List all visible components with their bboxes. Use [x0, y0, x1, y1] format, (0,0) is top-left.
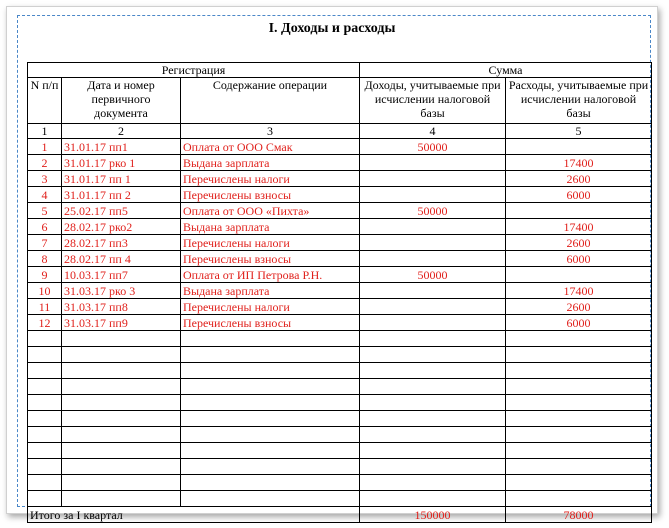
row-income — [360, 251, 506, 267]
row-income: 50000 — [360, 139, 506, 155]
row-income — [360, 283, 506, 299]
row-income — [360, 315, 506, 331]
row-operation: Оплата от ИП Петрова Р.Н. — [181, 267, 360, 283]
row-operation: Оплата от ООО «Пихта» — [181, 203, 360, 219]
empty-cell — [62, 379, 181, 395]
row-document: 28.02.17 пп3 — [62, 235, 181, 251]
empty-cell — [181, 459, 360, 475]
row-operation: Оплата от ООО Смак — [181, 139, 360, 155]
empty-cell — [62, 331, 181, 347]
empty-cell — [62, 395, 181, 411]
row-document: 28.02.17 рко2 — [62, 219, 181, 235]
empty-cell — [360, 427, 506, 443]
row-number: 6 — [28, 219, 62, 235]
row-document: 31.03.17 пп9 — [62, 315, 181, 331]
row-number: 1 — [28, 139, 62, 155]
row-expense: 17400 — [506, 219, 652, 235]
income-expense-table — [27, 62, 652, 523]
row-income — [360, 299, 506, 315]
empty-cell — [62, 459, 181, 475]
col-index: 3 — [181, 124, 360, 139]
row-income: 50000 — [360, 267, 506, 283]
row-number: 8 — [28, 251, 62, 267]
row-document: 28.02.17 пп 4 — [62, 251, 181, 267]
table-row — [28, 267, 652, 283]
header-income: Доходы, учитываемые при исчислении налоговой базы — [360, 78, 506, 124]
empty-cell — [506, 443, 652, 459]
empty-cell — [181, 475, 360, 491]
empty-cell — [28, 347, 62, 363]
row-number: 9 — [28, 267, 62, 283]
empty-cell — [360, 459, 506, 475]
row-number: 11 — [28, 299, 62, 315]
row-expense: 2600 — [506, 171, 652, 187]
row-expense: 6000 — [506, 315, 652, 331]
empty-cell — [181, 443, 360, 459]
row-expense: 2600 — [506, 299, 652, 315]
row-income: 50000 — [360, 203, 506, 219]
row-expense — [506, 267, 652, 283]
table-row — [28, 251, 652, 267]
empty-row — [28, 443, 652, 459]
row-number: 5 — [28, 203, 62, 219]
empty-cell — [62, 347, 181, 363]
row-income — [360, 235, 506, 251]
empty-cell — [28, 395, 62, 411]
table-row — [28, 187, 652, 203]
header-registration: Регистрация — [28, 63, 360, 78]
empty-cell — [506, 491, 652, 507]
empty-cell — [28, 331, 62, 347]
empty-cell — [62, 411, 181, 427]
empty-cell — [62, 427, 181, 443]
header-num: N п/п — [28, 78, 62, 124]
row-expense: 17400 — [506, 283, 652, 299]
total-label: Итого за I квартал — [28, 507, 360, 523]
row-number: 2 — [28, 155, 62, 171]
header-date: Дата и номер первичного документа — [62, 78, 181, 124]
row-number: 7 — [28, 235, 62, 251]
row-number: 3 — [28, 171, 62, 187]
empty-cell — [506, 347, 652, 363]
row-operation: Перечислены налоги — [181, 171, 360, 187]
row-expense: 17400 — [506, 155, 652, 171]
row-operation: Перечислены взносы — [181, 315, 360, 331]
row-document: 10.03.17 пп7 — [62, 267, 181, 283]
total-row — [28, 507, 652, 523]
empty-cell — [181, 491, 360, 507]
empty-cell — [62, 491, 181, 507]
empty-row — [28, 411, 652, 427]
empty-cell — [28, 491, 62, 507]
empty-cell — [360, 363, 506, 379]
empty-cell — [62, 443, 181, 459]
row-expense: 6000 — [506, 187, 652, 203]
empty-row — [28, 331, 652, 347]
page-title: I. Доходы и расходы — [268, 21, 396, 36]
row-document: 31.01.17 пп 1 — [62, 171, 181, 187]
table-row — [28, 235, 652, 251]
table-row — [28, 203, 652, 219]
empty-cell — [360, 475, 506, 491]
row-operation: Перечислены налоги — [181, 235, 360, 251]
total-expense: 78000 — [506, 507, 652, 523]
row-document: 31.01.17 пп 2 — [62, 187, 181, 203]
empty-cell — [506, 459, 652, 475]
empty-cell — [28, 379, 62, 395]
empty-cell — [181, 411, 360, 427]
empty-cell — [28, 363, 62, 379]
empty-row — [28, 475, 652, 491]
empty-row — [28, 427, 652, 443]
row-number: 10 — [28, 283, 62, 299]
row-document: 31.01.17 рко 1 — [62, 155, 181, 171]
empty-cell — [181, 427, 360, 443]
row-expense: 6000 — [506, 251, 652, 267]
row-income — [360, 187, 506, 203]
header-expense: Расходы, учитываемые при исчислении налоговой базы — [506, 78, 652, 124]
empty-cell — [181, 347, 360, 363]
col-index: 2 — [62, 124, 181, 139]
empty-cell — [28, 427, 62, 443]
empty-cell — [181, 331, 360, 347]
row-operation: Выдана зарплата — [181, 155, 360, 171]
row-operation: Выдана зарплата — [181, 219, 360, 235]
header-sum: Сумма — [360, 63, 652, 78]
document-sheet — [6, 6, 658, 522]
empty-cell — [360, 411, 506, 427]
row-document: 31.01.17 пп1 — [62, 139, 181, 155]
empty-cell — [360, 395, 506, 411]
empty-row — [28, 347, 652, 363]
row-document: 25.02.17 пп5 — [62, 203, 181, 219]
row-income — [360, 219, 506, 235]
empty-cell — [506, 411, 652, 427]
row-document: 31.03.17 пп8 — [62, 299, 181, 315]
empty-cell — [506, 395, 652, 411]
row-document: 31.03.17 рко 3 — [62, 283, 181, 299]
row-expense — [506, 139, 652, 155]
row-income — [360, 171, 506, 187]
table-row — [28, 315, 652, 331]
empty-cell — [28, 411, 62, 427]
table-row — [28, 139, 652, 155]
row-number: 12 — [28, 315, 62, 331]
empty-cell — [360, 491, 506, 507]
empty-row — [28, 491, 652, 507]
empty-cell — [506, 379, 652, 395]
row-expense — [506, 203, 652, 219]
empty-cell — [360, 443, 506, 459]
row-operation: Выдана зарплата — [181, 283, 360, 299]
col-index: 4 — [360, 124, 506, 139]
row-income — [360, 155, 506, 171]
table-row — [28, 155, 652, 171]
row-operation: Перечислены взносы — [181, 187, 360, 203]
col-index: 1 — [28, 124, 62, 139]
table-row — [28, 171, 652, 187]
empty-cell — [506, 427, 652, 443]
empty-cell — [360, 379, 506, 395]
empty-cell — [181, 363, 360, 379]
total-income: 150000 — [360, 507, 506, 523]
empty-row — [28, 459, 652, 475]
empty-cell — [506, 475, 652, 491]
col-index: 5 — [506, 124, 652, 139]
empty-cell — [360, 347, 506, 363]
empty-row — [28, 379, 652, 395]
empty-cell — [28, 475, 62, 491]
row-number: 4 — [28, 187, 62, 203]
empty-cell — [62, 475, 181, 491]
row-expense: 2600 — [506, 235, 652, 251]
table-row — [28, 299, 652, 315]
empty-cell — [28, 459, 62, 475]
table-row — [28, 283, 652, 299]
empty-row — [28, 363, 652, 379]
table-body — [28, 139, 652, 507]
empty-cell — [506, 331, 652, 347]
row-operation: Перечислены налоги — [181, 299, 360, 315]
empty-cell — [62, 363, 181, 379]
header-content: Содержание операции — [181, 78, 360, 124]
empty-cell — [28, 443, 62, 459]
empty-cell — [181, 379, 360, 395]
empty-cell — [506, 363, 652, 379]
empty-cell — [360, 331, 506, 347]
row-operation: Перечислены взносы — [181, 251, 360, 267]
empty-row — [28, 395, 652, 411]
table-row — [28, 219, 652, 235]
empty-cell — [181, 395, 360, 411]
